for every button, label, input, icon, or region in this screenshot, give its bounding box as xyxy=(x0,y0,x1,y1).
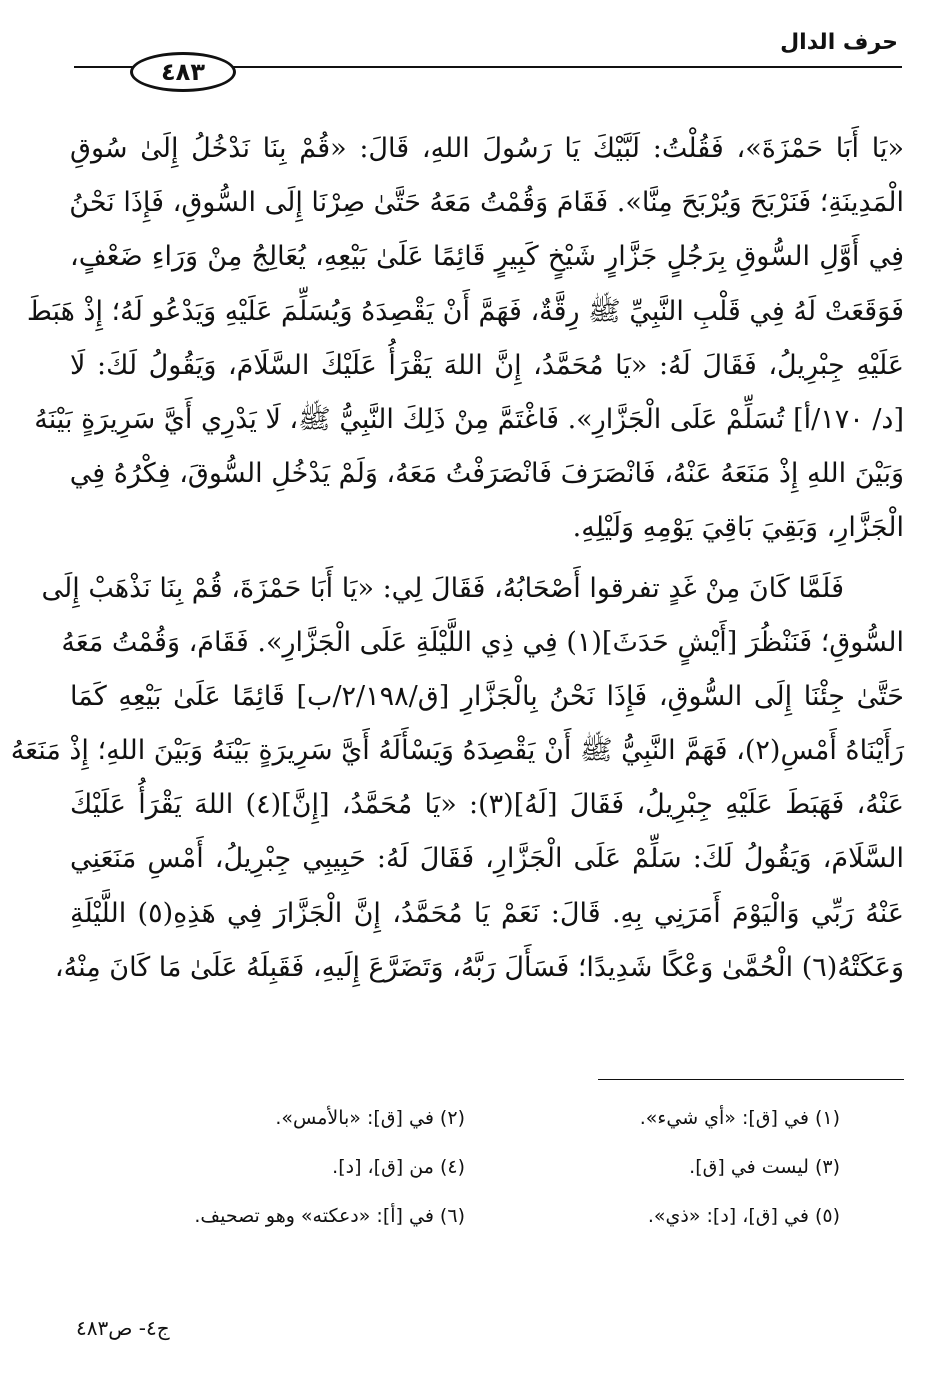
text-line: فَوَقَعَتْ لَهُ فِي قَلْبِ النَّبِيِّ ﷺ رِقَّةٌ، فَهَمَّ أَنْ يَقْصِدَهُ وَيُسَلِّمَ عَلَيْهِ وَيَدْعُو لَهُ؛ إِذْ هَبَطَ xyxy=(26,295,904,327)
text-line: [د/ ١٧٠/أ] تُسَلِّمْ عَلَى الْجَزَّارِ». فَاغْتَمَّ مِنْ ذَلِكَ النَّبِيُّ ﷺ، لَا يَدْرِي أَيَّ سَرِيرَةٍ بَيْنَهُ xyxy=(34,403,904,435)
text-line: حَتَّىٰ جِئْنَا إِلَى السُّوقِ، فَإِذَا نَحْنُ بِالْجَزَّارِ [ق/٢/١٩٨/ب] قَائِمًا عَلَىٰ بَيْعِهِ كَمَا xyxy=(70,680,904,712)
text-line: الْجَزَّارِ، وَبَقِيَ بَاقِيَ يَوْمِهِ وَلَيْلِهِ. xyxy=(572,512,904,544)
text-line: فِي أَوَّلِ السُّوقِ بِرَجُلٍ جَزَّارٍ شَيْخٍ كَبِيرٍ قَائِمًا عَلَىٰ بَيْعِهِ، يُعَالِجُ مِنْ وَرَاءِ ضَعْفٍ، xyxy=(70,241,904,273)
footnote: (٢) في [ق]: «بالأمس». xyxy=(275,1107,465,1129)
text-line: وَعَكَتْهُ(٦) الْحُمَّىٰ وَعْكًا شَدِيدًا؛ فَسَأَلَ رَبَّهُ، وَتَضَرَّعَ إِلَيهِ، فَقَبِلَهُ عَلَىٰ مَا كَانَ مِنْهُ، xyxy=(54,951,904,983)
chapter-title xyxy=(738,30,898,55)
text-line: «يَا أَبَا حَمْزَةَ»، فَقُلْتُ: لَبَّيْكَ يَا رَسُولَ اللهِ، قَالَ: «قُمْ بِنَا نَدْخُلُ إِلَىٰ سُوقِ xyxy=(70,133,904,164)
page-reference: ج٤- ص٤٨٣ xyxy=(76,1316,170,1340)
footnote-row xyxy=(120,1143,840,1192)
footnote-row xyxy=(120,1094,840,1143)
text-line: عَلَيْهِ جِبْرِيلُ، فَقَالَ لَهُ: «يَا مُحَمَّدُ، إِنَّ اللهَ يَقْرَأُ عَلَيْكَ السَّلَامَ، وَيَقُولُ لَكَ: لَا xyxy=(70,349,904,381)
text-line: السَّلَامَ، وَيَقُولُ لَكَ: سَلِّمْ عَلَى الْجَزَّارِ، فَقَالَ لَهُ: حَبِيبِي جِبْرِيلُ، أَمْسِ مَنَعَنِي xyxy=(70,843,904,875)
text-line: عَنْهُ، فَهَبَطَ عَلَيْهِ جِبْرِيلُ، فَقَالَ [لَهُ](٣): «يَا مُحَمَّدُ، [إِنَّ](٤) اللهَ يَقْرَأُ عَلَيْكَ xyxy=(70,789,904,821)
footnote: (٦) في [أ]: «دعكته» وهو تصحيف. xyxy=(194,1205,465,1227)
footnote: (٣) ليست في [ق]. xyxy=(689,1156,840,1178)
footnotes xyxy=(120,1094,840,1241)
footnote-row xyxy=(120,1192,840,1241)
text-line: فَلَمَّا كَانَ مِنْ غَدٍ تفرقوا أَصْحَابُهُ، فَقَالَ لِي: «يَا أَبَا حَمْزَةَ، قُمْ بِنَا نَذْهَبْ إِلَى xyxy=(41,572,844,604)
footnote: (١) في [ق]: «أي شيء». xyxy=(639,1107,840,1129)
footnote: (٥) في [ق]، [د]: «ذي». xyxy=(647,1205,840,1227)
text-line: عَنْهُ رَبِّي وَالْيَوْمَ أَمَرَنِي بِهِ. قَالَ: نَعَمْ يَا مُحَمَّدُ، إِنَّ الْجَزَّارَ فِي هَذِهِ(٥) اللَّيْلَةِ xyxy=(70,897,904,929)
footnote-rule xyxy=(598,1079,904,1080)
main-text xyxy=(10,122,904,995)
text-line: وَبَيْنَ اللهِ إِذْ مَنَعَهُ عَنْهُ، فَانْصَرَفَ فَانْصَرَفْتُ مَعَهُ، وَلَمْ يَدْخُلِ السُّوقَ، فِكْرُهُ فِي xyxy=(69,458,904,490)
text-line: الْمَدِينَةِ؛ فَنَرْبَحَ وَيُرْبَحَ مِنَّا». فَقَامَ وَقُمْتُ مَعَهُ حَتَّىٰ صِرْنَا إِلَى السُّوقِ، فَإِذَا نَحْنُ xyxy=(69,187,904,219)
text-line: رَأَيْنَاهُ أَمْسِ(٢)، فَهَمَّ النَّبِيُّ ﷺ أَنْ يَقْصِدَهُ وَيَسْأَلَهُ أَيَّ سَرِيرَةٍ بَيْنَهُ وَبَيْنَ اللهِ؛ إِذْ مَنَعَهُ xyxy=(10,735,904,767)
footnote: (٤) من [ق]، [د]. xyxy=(332,1156,465,1178)
page-number-badge: ٤٨٣ xyxy=(130,52,236,92)
text-line: السُّوقِ؛ فَنَنْظُرَ [أَيْشٍ حَدَثَ](١) فِي ذِي اللَّيْلَةِ عَلَى الْجَزَّارِ». فَقَامَ، وَقُمْتُ مَعَهُ xyxy=(61,626,904,658)
chapter-title-text: حرف الدال xyxy=(780,30,898,55)
